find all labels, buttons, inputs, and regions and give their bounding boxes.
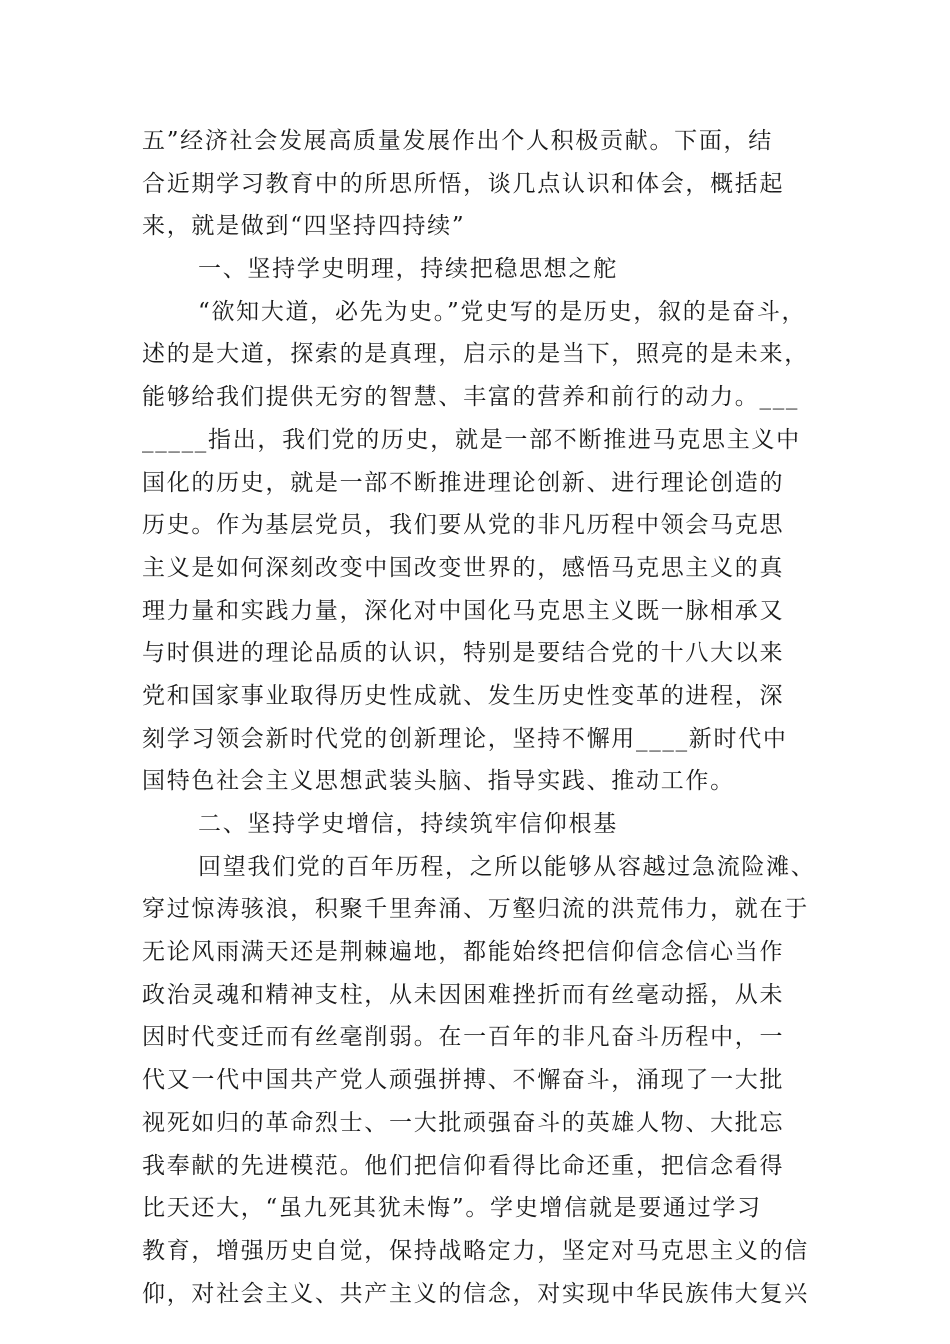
text-line: 来，就是做到“四坚持四持续”	[142, 213, 466, 240]
text-line: 政治灵魂和精神支柱，从未因困难挫折而有丝毫动摇，从未	[142, 981, 785, 1008]
text-line: 国化的历史，就是一部不断推进理论创新、进行理论创造的	[142, 469, 785, 496]
text-line: 视死如归的革命烈士、一大批顽强奋斗的英雄人物、大批忘	[142, 1109, 785, 1136]
text-line: 因时代变迁而有丝毫削弱。在一百年的非凡奋斗历程中，一	[142, 1024, 785, 1051]
paragraph-first-line: 二、坚持学史增信，持续筑牢信仰根基	[198, 811, 618, 837]
text-line: 国特色社会主义思想武装头脑、指导实践、推动工作。	[142, 768, 735, 795]
text-line: 理力量和实践力量，深化对中国化马克思主义既一脉相承又	[142, 597, 785, 624]
text-line: 主义是如何深刻改变中国改变世界的，感悟马克思主义的真	[142, 554, 785, 581]
text-line: 教育，增强历史自觉，保持战略定力，坚定对马克思主义的信	[142, 1237, 809, 1264]
paragraph-first-line: 一、坚持学史明理，持续把稳思想之舵	[198, 256, 618, 283]
paragraph-first-line: “欲知大道，必先为史。”党史写的是历史，叙的是奋斗，	[198, 298, 807, 325]
text-line: 比天还大，“虽九死其犹未悔”。学史增信就是要通过学习	[142, 1195, 762, 1222]
document-body	[142, 120, 832, 1315]
text-line: 历史。作为基层党员，我们要从党的非凡历程中领会马克思	[142, 512, 785, 539]
text-line: 穿过惊涛骇浪，积聚千里奔涌、万壑归流的洪荒伟力，就在于	[142, 896, 809, 923]
text-line: 党和国家事业取得历史性成就、发生历史性变革的进程，深	[142, 682, 785, 709]
text-line: 刻学习领会新时代党的创新理论，坚持不懈用____新时代中	[142, 725, 788, 752]
paragraph-first-line: 回望我们党的百年历程，之所以能够从容越过急流险滩、	[198, 853, 816, 880]
text-line: 述的是大道，探索的是真理，启示的是当下，照亮的是未来，	[142, 341, 809, 368]
text-line: 仰，对社会主义、共产主义的信念，对实现中华民族伟大复兴	[142, 1280, 809, 1307]
text-line: 与时俱进的理论品质的认识，特别是要结合党的十八大以来	[142, 640, 785, 667]
text-line: 合近期学习教育中的所思所悟，谈几点认识和体会，概括起	[142, 170, 785, 197]
text-line: 我奉献的先进模范。他们把信仰看得比命还重，把信念看得	[142, 1152, 785, 1179]
text-line: 五”经济社会发展高质量发展作出个人积极贡献。下面，结	[142, 128, 773, 154]
text-line: 能够给我们提供无穷的智慧、丰富的营养和前行的动力。___	[142, 384, 800, 411]
text-line: 无论风雨满天还是荆棘遍地，都能始终把信仰信念信心当作	[142, 939, 785, 966]
text-line: 代又一代中国共产党人顽强拼搏、不懈奋斗，涌现了一大批	[142, 1067, 785, 1094]
text-line: _____指出，我们党的历史，就是一部不断推进马克思主义中	[142, 426, 801, 453]
